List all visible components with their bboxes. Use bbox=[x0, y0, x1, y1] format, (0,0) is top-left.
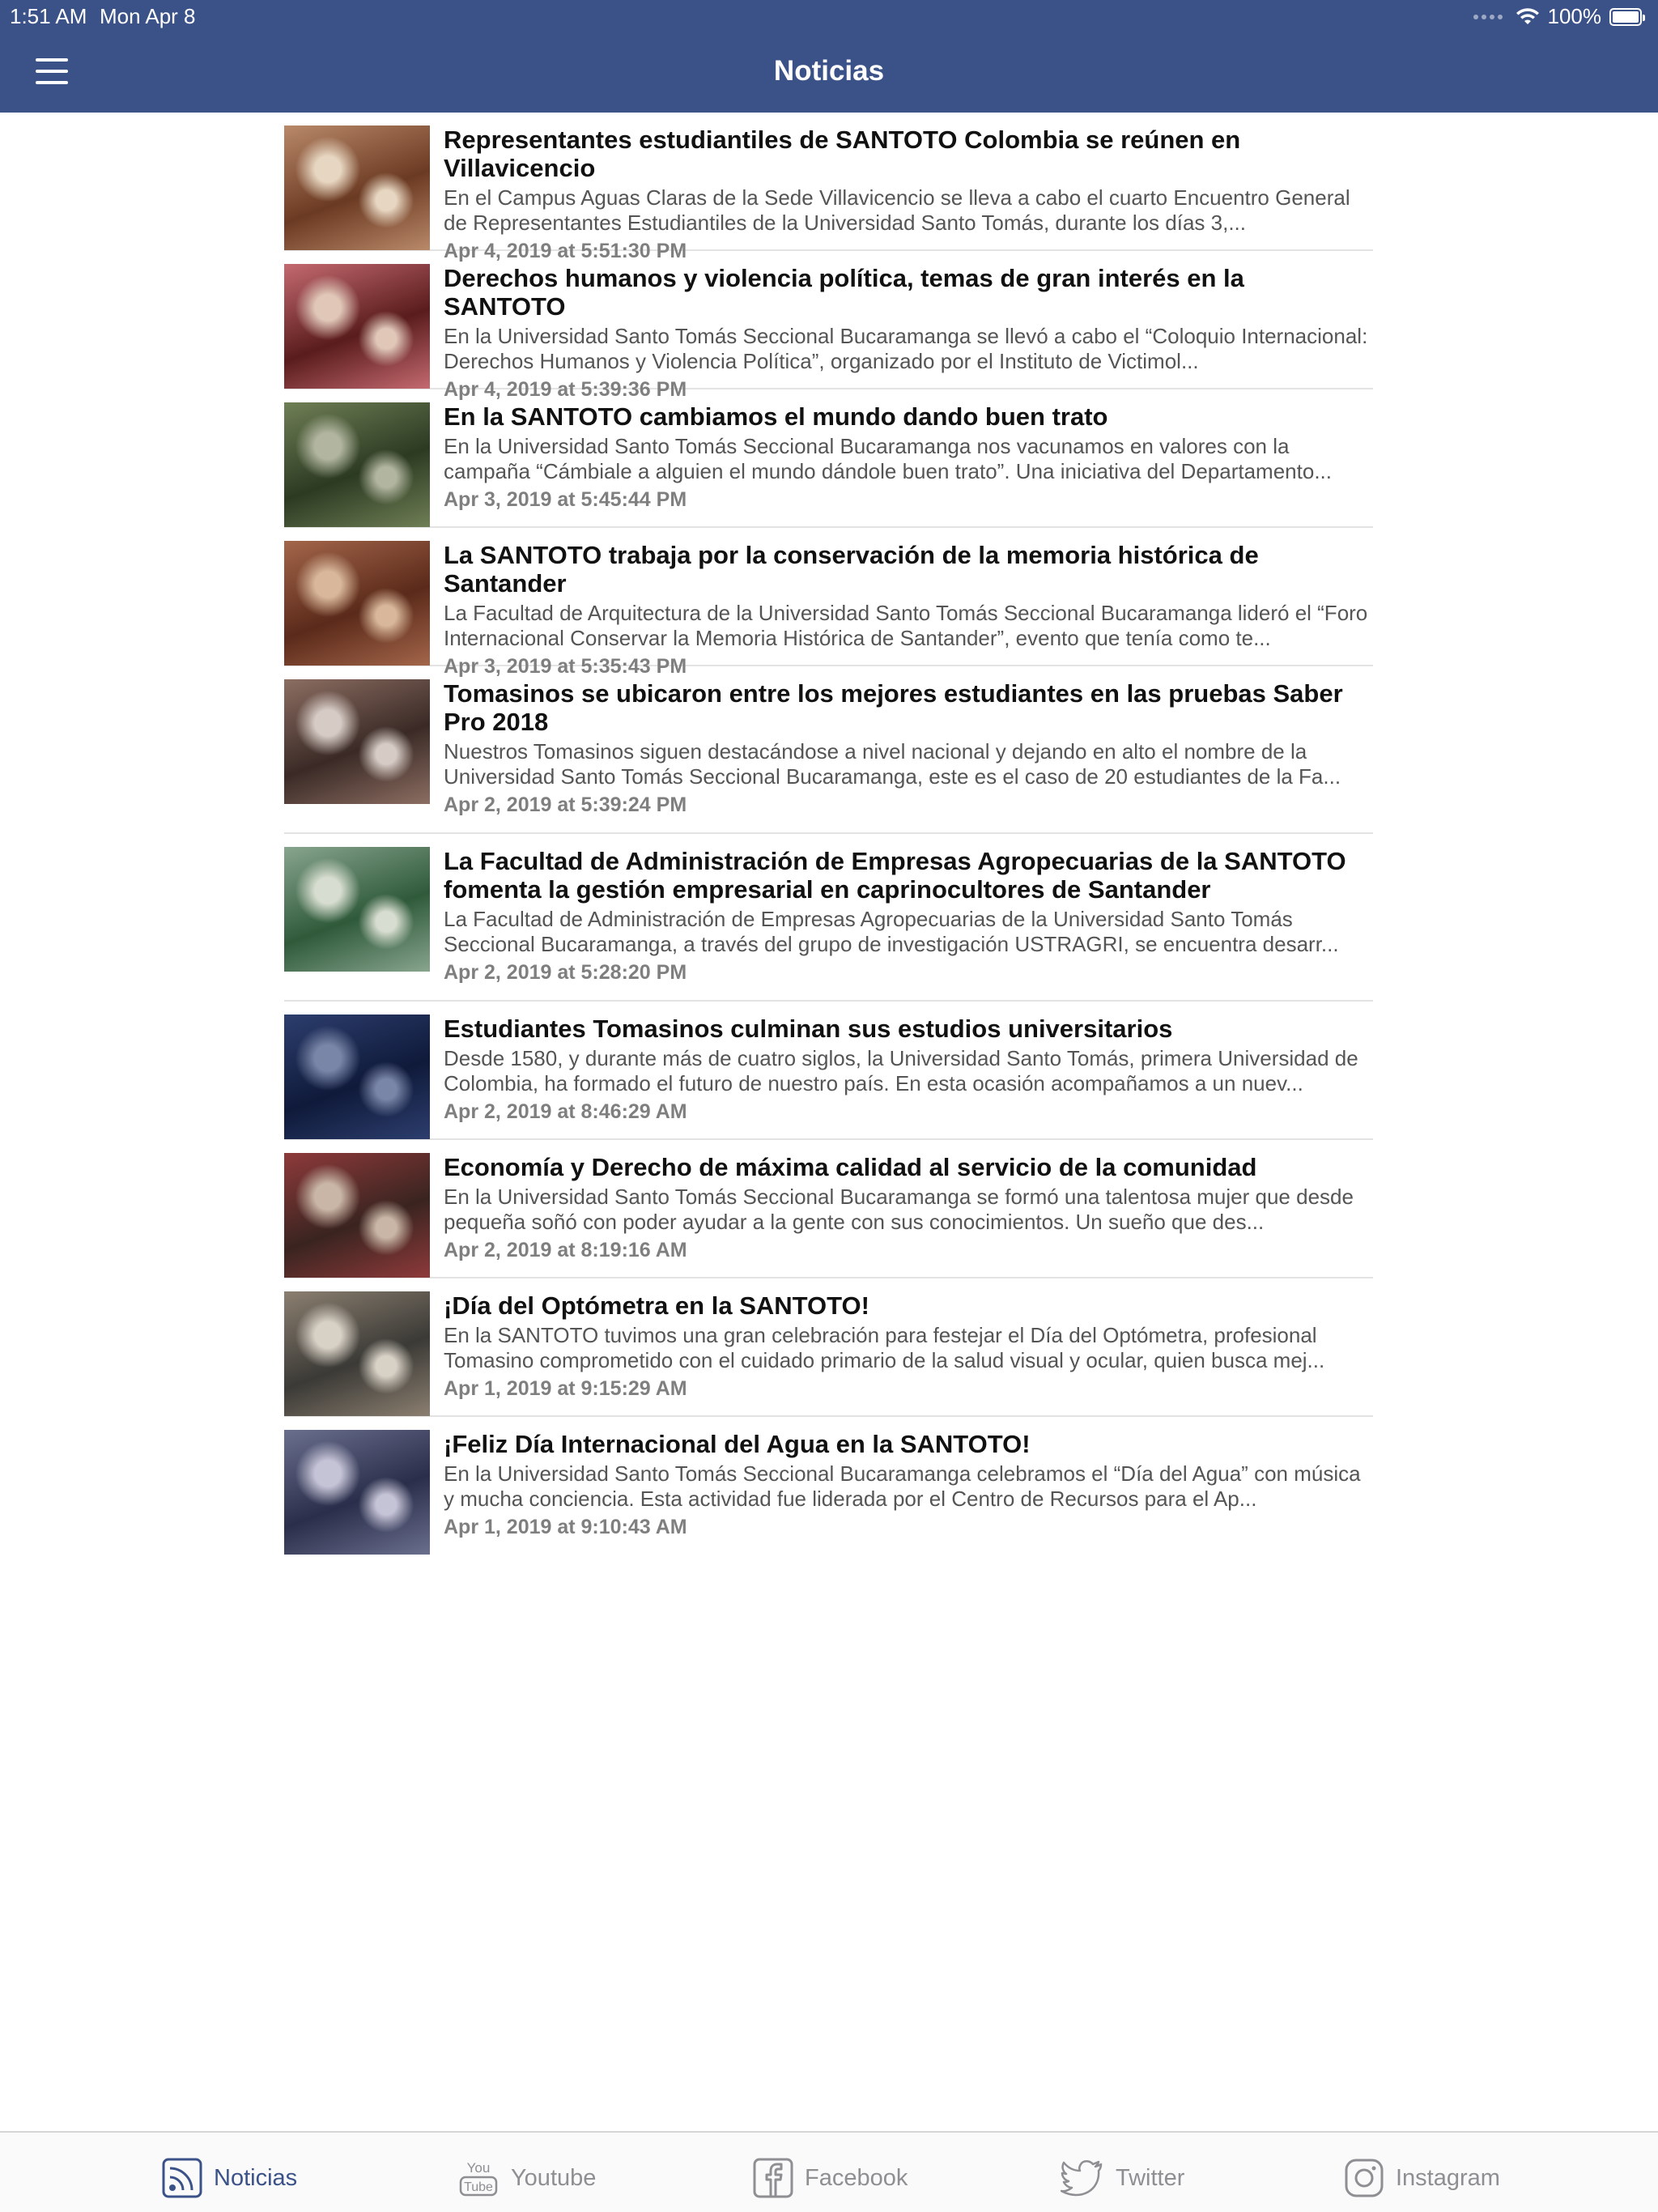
news-summary: En la Universidad Santo Tomás Seccional Bucaramanga nos vacunamos en valores con la campaña “Cámbiale a alguien el mundo dándole buen trato”. Una iniciativa del Departamento... bbox=[444, 434, 1332, 483]
news-item[interactable] bbox=[284, 389, 1373, 528]
news-thumbnail bbox=[284, 264, 430, 389]
news-summary: Nuestros Tomasinos siguen destacándose a nivel nacional y dejando en alto el nombre de la Universidad Santo Tomás Seccional Bucaramanga, este es el caso de 20 estudiantes de la Fa... bbox=[444, 739, 1341, 789]
battery-percentage: 100% bbox=[1547, 4, 1601, 28]
news-date: Apr 2, 2019 at 5:39:24 PM bbox=[444, 793, 687, 816]
news-title: Estudiantes Tomasinos culminan sus estudios universitarios bbox=[444, 1015, 1173, 1043]
news-text bbox=[444, 541, 1370, 678]
tab-instagram[interactable] bbox=[1344, 2155, 1500, 2201]
news-title: Derechos humanos y violencia política, temas de gran interés en la SANTOTO bbox=[444, 264, 1244, 321]
news-thumbnail bbox=[284, 1291, 430, 1416]
news-title: La Facultad de Administración de Empresas Agropecuarias de la SANTOTO fomenta la gestión empresarial en caprinocultores de Santander bbox=[444, 847, 1346, 904]
svg-text:Tube: Tube bbox=[464, 2180, 493, 2194]
news-date: Apr 4, 2019 at 5:51:30 PM bbox=[444, 240, 687, 262]
news-text bbox=[444, 1153, 1370, 1262]
news-summary: Desde 1580, y durante más de cuatro siglos, la Universidad Santo Tomás, primera Universidad de Colombia, ha formado el futuro de nuestro país. En esta ocasión acompañamos a un nuev... bbox=[444, 1046, 1358, 1095]
navigation-header bbox=[0, 0, 1658, 113]
news-text bbox=[444, 125, 1370, 263]
tab-label: Noticias bbox=[214, 2164, 298, 2191]
facebook-icon bbox=[753, 2158, 793, 2198]
news-item[interactable] bbox=[284, 251, 1373, 401]
instagram-icon bbox=[1344, 2158, 1384, 2198]
rss-icon bbox=[162, 2158, 202, 2198]
tab-twitter[interactable] bbox=[1061, 2155, 1184, 2201]
news-title: Representantes estudiantiles de SANTOTO Colombia se reúnen en Villavicencio bbox=[444, 125, 1241, 182]
news-text bbox=[444, 1291, 1370, 1401]
news-item[interactable] bbox=[284, 834, 1373, 1002]
page-title: Noticias bbox=[773, 55, 885, 87]
news-text bbox=[444, 1430, 1370, 1539]
svg-text:You: You bbox=[466, 2160, 491, 2176]
news-date: Apr 4, 2019 at 5:39:36 PM bbox=[444, 378, 687, 401]
status-time: 1:51 AM bbox=[10, 4, 87, 28]
news-text bbox=[444, 847, 1370, 985]
tab-facebook[interactable] bbox=[753, 2155, 908, 2201]
news-title: La SANTOTO trabaja por la conservación de la memoria histórica de Santander bbox=[444, 541, 1259, 598]
news-date: Apr 3, 2019 at 5:35:43 PM bbox=[444, 655, 687, 678]
news-title: ¡Día del Optómetra en la SANTOTO! bbox=[444, 1291, 869, 1320]
news-date: Apr 2, 2019 at 8:19:16 AM bbox=[444, 1239, 687, 1261]
news-thumbnail bbox=[284, 1153, 430, 1278]
status-indicators bbox=[1473, 4, 1643, 29]
news-item[interactable] bbox=[284, 1278, 1373, 1417]
news-summary: En la SANTOTO tuvimos una gran celebración para festejar el Día del Optómetra, profesional Tomasino comprometido con el cuidado primario de la salud visual y ocular, quien busca mej... bbox=[444, 1323, 1325, 1372]
news-date: Apr 2, 2019 at 5:28:20 PM bbox=[444, 961, 687, 984]
news-item[interactable] bbox=[284, 1140, 1373, 1278]
battery-level-fill bbox=[1613, 11, 1639, 23]
news-title: ¡Feliz Día Internacional del Agua en la SANTOTO! bbox=[444, 1430, 1031, 1458]
news-summary: En la Universidad Santo Tomás Seccional Bucaramanga se llevó a cabo el “Coloquio Internacional: Derechos Humanos y Violencia Política”, organizado por el Instituto de Victimol... bbox=[444, 324, 1368, 373]
tab-noticias[interactable] bbox=[162, 2155, 297, 2201]
news-thumbnail bbox=[284, 402, 430, 527]
news-date: Apr 3, 2019 at 5:45:44 PM bbox=[444, 488, 687, 511]
news-summary: En la Universidad Santo Tomás Seccional Bucaramanga celebramos el “Día del Agua” con música y mucha conciencia. Esta actividad fue liderada por el Centro de Recursos para el Ap... bbox=[444, 1461, 1361, 1511]
news-text bbox=[444, 264, 1370, 402]
news-title: Tomasinos se ubicaron entre los mejores estudiantes en las pruebas Saber Pro 2018 bbox=[444, 679, 1343, 736]
news-thumbnail bbox=[284, 1015, 430, 1139]
status-bar bbox=[0, 0, 1658, 32]
news-thumbnail bbox=[284, 679, 430, 804]
tab-youtube[interactable] bbox=[457, 2155, 596, 2201]
news-item[interactable] bbox=[284, 113, 1373, 262]
news-item[interactable] bbox=[284, 1417, 1373, 1555]
news-summary: La Facultad de Arquitectura de la Universidad Santo Tomás Seccional Bucaramanga lideró el “Foro Internacional Conservar la Memoria Histórica de Santander”, evento que tenía como te... bbox=[444, 601, 1368, 650]
news-title: En la SANTOTO cambiamos el mundo dando buen trato bbox=[444, 402, 1108, 431]
news-text bbox=[444, 1015, 1370, 1124]
news-list bbox=[284, 113, 1373, 1555]
tab-label: Facebook bbox=[805, 2164, 908, 2191]
news-thumbnail bbox=[284, 1430, 430, 1555]
status-date: Mon Apr 8 bbox=[100, 4, 196, 28]
youtube-icon bbox=[457, 2158, 500, 2198]
news-date: Apr 1, 2019 at 9:15:29 AM bbox=[444, 1377, 687, 1400]
cellular-signal-icon bbox=[1473, 15, 1503, 19]
tab-label: Instagram bbox=[1396, 2164, 1500, 2191]
news-date: Apr 1, 2019 at 9:10:43 AM bbox=[444, 1516, 687, 1538]
tab-bar bbox=[0, 2131, 1658, 2212]
news-item[interactable] bbox=[284, 1002, 1373, 1140]
wifi-icon bbox=[1516, 8, 1540, 26]
news-summary: En la Universidad Santo Tomás Seccional Bucaramanga se formó una talentosa mujer que desde pequeña soñó con poder ayudar a la gente con sus conocimientos. Un sueño que des... bbox=[444, 1185, 1354, 1234]
news-date: Apr 2, 2019 at 8:46:29 AM bbox=[444, 1100, 687, 1123]
news-item[interactable] bbox=[284, 528, 1373, 678]
news-thumbnail bbox=[284, 847, 430, 972]
news-text bbox=[444, 679, 1370, 817]
news-title: Economía y Derecho de máxima calidad al servicio de la comunidad bbox=[444, 1153, 1257, 1181]
battery-icon bbox=[1609, 8, 1642, 26]
news-thumbnail bbox=[284, 125, 430, 250]
twitter-icon bbox=[1061, 2159, 1104, 2197]
tab-label: Youtube bbox=[511, 2164, 597, 2191]
news-item[interactable] bbox=[284, 666, 1373, 834]
news-text bbox=[444, 402, 1370, 512]
news-thumbnail bbox=[284, 541, 430, 666]
tab-label: Twitter bbox=[1116, 2164, 1185, 2191]
news-summary: La Facultad de Administración de Empresas Agropecuarias de la Universidad Santo Tomás Seccional Bucaramanga, a través del grupo de investigación USTRAGRI, se encuentra desarr... bbox=[444, 907, 1339, 956]
news-summary: En el Campus Aguas Claras de la Sede Villavicencio se lleva a cabo el cuarto Encuentro General de Representantes Estudiantiles de la Universidad Santo Tomás, durante los días 3,... bbox=[444, 185, 1350, 235]
